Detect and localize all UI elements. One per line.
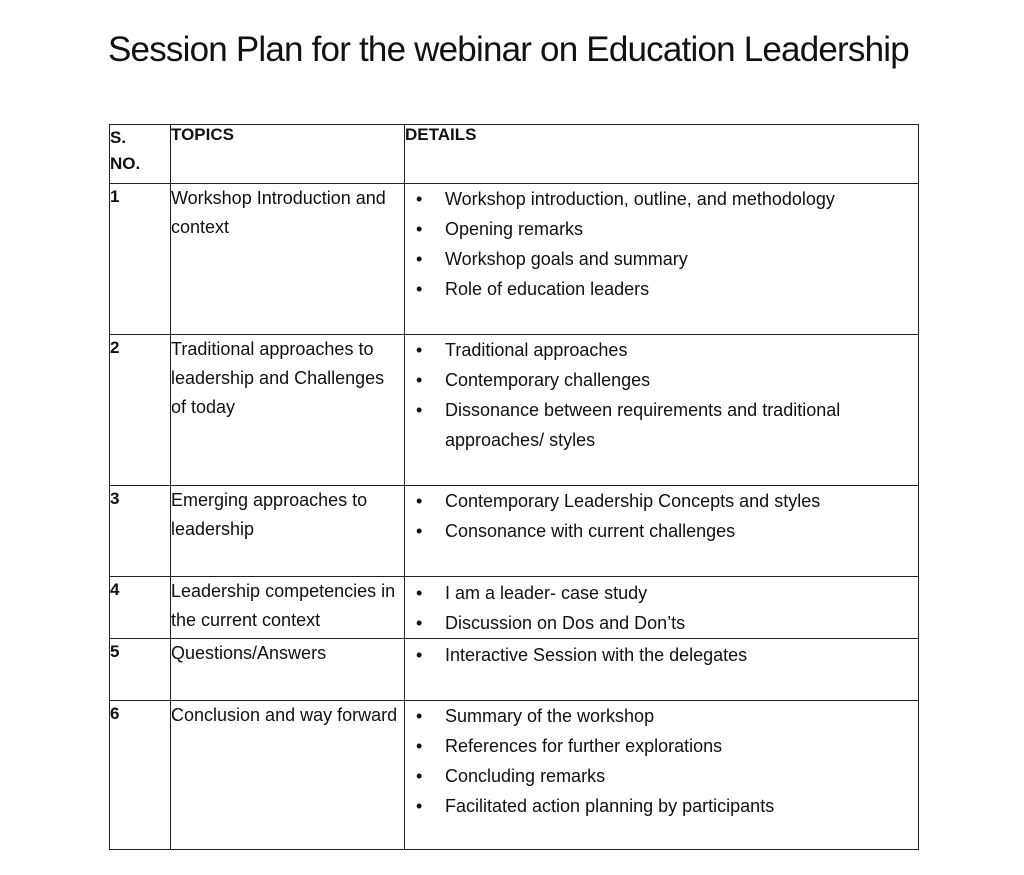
bullet-icon: •	[416, 796, 423, 816]
detail-text: Discussion on Dos and Don’ts	[445, 613, 686, 633]
detail-text: Summary of the workshop	[445, 706, 655, 726]
table-row	[110, 701, 919, 850]
serial-number: 5	[110, 639, 171, 701]
topic-cell: Questions/Answers	[171, 639, 405, 701]
header-serial-number: S. NO.	[110, 125, 171, 184]
bullet-icon: •	[416, 736, 423, 756]
list-item	[405, 761, 918, 791]
detail-text: Opening remarks	[445, 219, 584, 239]
detail-text: Traditional approaches	[445, 340, 628, 360]
detail-text: Dissonance between requirements and traditional approaches/ styles	[445, 400, 841, 450]
table-row	[110, 639, 919, 701]
bullet-icon: •	[416, 491, 423, 511]
bullet-icon: •	[416, 249, 423, 269]
detail-text: Workshop introduction, outline, and methodology	[445, 189, 835, 209]
bullet-icon: •	[416, 189, 423, 209]
detail-text: Contemporary challenges	[445, 370, 651, 390]
details-cell	[405, 486, 919, 577]
list-item	[405, 244, 918, 274]
bullet-icon: •	[416, 340, 423, 360]
bullet-icon: •	[416, 400, 423, 420]
page-title: Session Plan for the webinar on Education Leadership	[108, 30, 909, 69]
list-item	[405, 365, 918, 395]
list-item	[405, 791, 918, 821]
serial-number: 3	[110, 486, 171, 577]
list-item	[405, 486, 918, 516]
list-item	[405, 395, 918, 455]
details-list	[405, 701, 918, 821]
detail-text: Workshop goals and summary	[445, 249, 688, 269]
list-item	[405, 731, 918, 761]
bullet-icon: •	[416, 370, 423, 390]
serial-number: 1	[110, 184, 171, 335]
list-item	[405, 701, 918, 731]
topic-cell: Leadership competencies in the current context	[171, 577, 405, 639]
details-cell	[405, 701, 919, 850]
details-list	[405, 640, 918, 670]
list-item	[405, 274, 918, 304]
details-cell	[405, 184, 919, 335]
list-item	[405, 608, 918, 638]
serial-number: 2	[110, 335, 171, 486]
detail-text: I am a leader- case study	[445, 583, 648, 603]
list-item	[405, 516, 918, 546]
list-item	[405, 640, 918, 670]
list-item	[405, 184, 918, 214]
detail-text: Concluding remarks	[445, 766, 606, 786]
list-item	[405, 578, 918, 608]
details-list	[405, 578, 918, 638]
topic-cell: Traditional approaches to leadership and Challenges of today	[171, 335, 405, 486]
table-row	[110, 577, 919, 639]
bullet-icon: •	[416, 219, 423, 239]
detail-text: Contemporary Leadership Concepts and styles	[445, 491, 821, 511]
bullet-icon: •	[416, 521, 423, 541]
topic-cell: Conclusion and way forward	[171, 701, 405, 850]
detail-text: Interactive Session with the delegates	[445, 645, 748, 665]
topic-cell: Emerging approaches to leadership	[171, 486, 405, 577]
list-item	[405, 335, 918, 365]
bullet-icon: •	[416, 706, 423, 726]
bullet-icon: •	[416, 766, 423, 786]
detail-text: Consonance with current challenges	[445, 521, 736, 541]
details-list	[405, 184, 918, 304]
details-list	[405, 486, 918, 546]
session-plan-table	[109, 124, 919, 850]
details-list	[405, 335, 918, 455]
details-cell	[405, 577, 919, 639]
table-row	[110, 335, 919, 486]
table-row	[110, 184, 919, 335]
header-topics: TOPICS	[171, 125, 405, 184]
serial-number: 4	[110, 577, 171, 639]
detail-text: References for further explorations	[445, 736, 723, 756]
detail-text: Role of education leaders	[445, 279, 650, 299]
details-cell	[405, 335, 919, 486]
bullet-icon: •	[416, 583, 423, 603]
topic-cell: Workshop Introduction and context	[171, 184, 405, 335]
table-row	[110, 486, 919, 577]
bullet-icon: •	[416, 613, 423, 633]
details-cell	[405, 639, 919, 701]
list-item	[405, 214, 918, 244]
bullet-icon: •	[416, 645, 423, 665]
serial-number: 6	[110, 701, 171, 850]
table-header-row	[110, 125, 919, 184]
header-details: DETAILS	[405, 125, 919, 184]
detail-text: Facilitated action planning by participants	[445, 796, 775, 816]
bullet-icon: •	[416, 279, 423, 299]
